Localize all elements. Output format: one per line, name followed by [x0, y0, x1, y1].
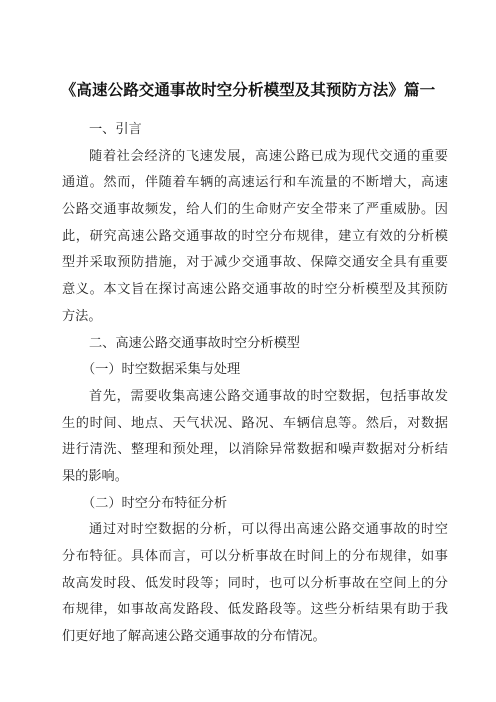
subsection-heading-distribution: （二）时空分布特征分析: [82, 495, 228, 511]
paragraph-line: 随着社会经济的飞速发展，高速公路已成为现代交通的重要: [89, 148, 448, 164]
paragraph-line: 进行清洗、整理和预处理，以消除异常数据和噪声数据对分析结: [62, 442, 448, 458]
paragraph-line: 们更好地了解高速公路交通事故的分布情况。: [62, 629, 326, 645]
paragraph-line: 此，研究高速公路交通事故的时空分布规律，建立有效的分析模: [62, 228, 448, 244]
document-title: 《高速公路交通事故时空分析模型及其预防方法》篇一: [60, 81, 436, 99]
paragraph-introduction: [62, 144, 448, 331]
subsection-heading-data-collection: （一）时空数据采集与处理: [82, 362, 241, 378]
paragraph-line: 布规律，如事故高发路段、低发路段等。这些分析结果有助于我: [62, 602, 448, 618]
paragraph-line: 公路交通事故频发，给人们的生命财产安全带来了严重威胁。因: [62, 202, 448, 218]
paragraph-line: 型并采取预防措施，对于减少交通事故、保障交通安全具有重要: [62, 255, 448, 271]
paragraph-line: 通过对时空数据的分析，可以得出高速公路交通事故的时空: [89, 522, 448, 538]
paragraph-line: 故高发时段、低发时段等；同时，也可以分析事故在空间上的分: [62, 575, 448, 591]
paragraph-data-collection: [62, 384, 448, 491]
paragraph-line: 意义。本文旨在探讨高速公路交通事故的时空分析模型及其预防: [62, 282, 448, 298]
section-heading-model: 二、高速公路交通事故时空分析模型: [89, 335, 300, 351]
section-heading-introduction: 一、引言: [89, 122, 142, 137]
paragraph-line: 首先，需要收集高速公路交通事故的时空数据，包括事故发: [89, 388, 448, 404]
document-body: [62, 117, 448, 651]
paragraph-distribution: [62, 517, 448, 650]
paragraph-line: 分布特征。具体而言，可以分析事故在时间上的分布规律，如事: [62, 549, 448, 564]
paragraph-line: 方法。: [62, 308, 102, 324]
paragraph-line: 通道。然而，伴随着车辆的高速运行和车流量的不断增大，高速: [62, 175, 448, 191]
paragraph-line: 果的影响。: [62, 468, 128, 484]
paragraph-line: 生的时间、地点、天气状况、路况、车辆信息等。然后，对数据: [62, 415, 448, 431]
